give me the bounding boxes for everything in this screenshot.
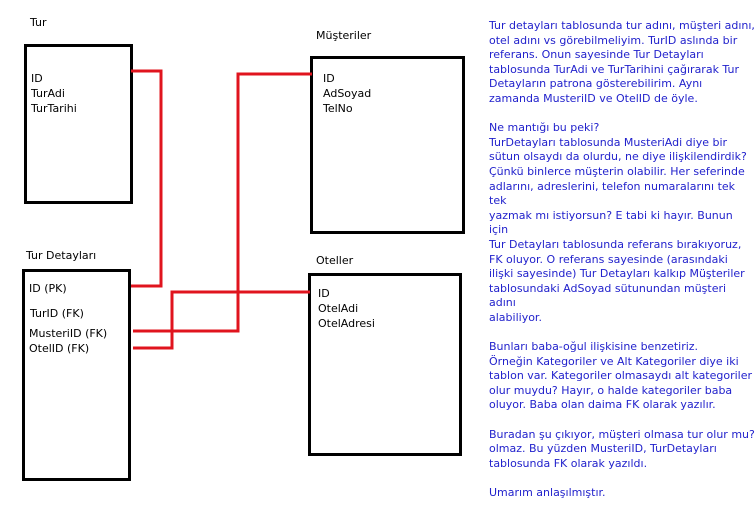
note-paragraph: Umarım anlaşılmıştır. xyxy=(489,486,606,499)
tur-table-title: Tur xyxy=(30,16,47,29)
tur-detaylari-table-title: Tur Detayları xyxy=(26,249,97,262)
musteriler-field-id: ID xyxy=(323,72,335,85)
musteriler-table-title: Müşteriler xyxy=(316,29,372,42)
tur-field-turtarihi: TurTarihi xyxy=(31,102,77,115)
oteller-field-oteladresi: OtelAdresi xyxy=(318,317,375,330)
explanation-note xyxy=(489,19,755,515)
tur-field-turadi: TurAdi xyxy=(31,87,65,100)
tur-detaylari-field-id-pk: ID (PK) xyxy=(29,282,67,295)
tur-detaylari-field-otelid-fk: OtelID (FK) xyxy=(29,342,90,355)
oteller-table-title: Oteller xyxy=(316,254,354,267)
musteriler-field-telno: TelNo xyxy=(323,102,353,115)
oteller-field-oteladi: OtelAdi xyxy=(318,302,359,315)
connector-otelid-to-oteller xyxy=(133,292,310,348)
note-paragraph: Ne mantığı bu peki? TurDetayları tablosunda MusteriAdi diye bir sütun olsaydı da olurdu, ne diye ilişkilendirdik? Çünkü binlerce müşterin olabilir. Her seferinde adlarını, adreslerini, telefon numaralarını tek tek yazmak mı istiyorsun? E tabi ki hayır. Bunun için Tur Detayları tablosunda referans bırakıyoruz, FK oluyor. O referans sayesinde (arasındaki ilişki sayesinde) Tur Detayları kalkıp Müşteriler tablosundaki AdSoyad sütunundan müşteri adını alabiliyor. xyxy=(489,121,747,324)
oteller-field-id: ID xyxy=(318,287,330,300)
tur-detaylari-field-musteriid-fk: MusteriID (FK) xyxy=(29,327,108,340)
note-paragraph: Bunları baba-oğul ilişkisine benzetiriz. Örneğin Kategoriler ve Alt Kategoriler diye iki tablon var. Kategoriler olmasaydı alt kategoriler olur muydu? Hayır, o halde kategoriler baba oluyor. Baba olan daima FK olarak yazılır. xyxy=(489,340,753,412)
note-paragraph: Tur detayları tablosunda tur adını, müşteri adını, otel adını vs görebilmeliyim. TurID aslında bir referans. Onun sayesinde Tur Detayları tablosunda TurAdi ve TurTarihini çağırarak Tur Detayların patrona gösterebilirim. Aynı zamanda MusteriID ve OtelID de öyle. xyxy=(489,19,755,105)
tur-field-id: ID xyxy=(31,72,43,85)
musteriler-field-adsoyad: AdSoyad xyxy=(323,87,372,100)
tur-detaylari-field-turid-fk: TurID (FK) xyxy=(30,307,84,320)
note-paragraph: Buradan şu çıkıyor, müşteri olmasa tur olur mu? olmaz. Bu yüzden MusteriID, TurDetayları tablosunda FK olarak yazıldı. xyxy=(489,427,755,470)
connector-turid-to-tur xyxy=(131,71,161,286)
